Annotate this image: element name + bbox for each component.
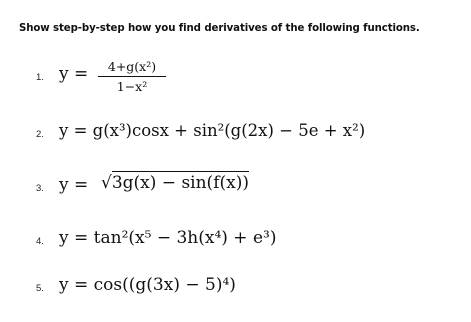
fraction	[94, 59, 170, 94]
problem-expression: y = tan²(x⁵ − 3h(x⁴) + e³)	[59, 228, 277, 248]
problem-number: 2.	[36, 129, 44, 140]
square-root	[101, 173, 249, 193]
problem-number: 4.	[36, 236, 44, 247]
problem-lhs: y =	[59, 175, 89, 195]
fraction-numerator: 4+g(x²)	[107, 59, 157, 74]
problem-expression: y = cos((g(3x) − 5)⁴)	[59, 275, 236, 295]
problem-number: 3.	[36, 183, 44, 194]
problem-lhs: y =	[59, 64, 89, 84]
instruction-heading: Show step-by-step how you find derivatives of the following functions.	[19, 23, 420, 34]
problem-expression: y = g(x³)cosx + sin²(g(2x) − 5e + x²)	[59, 121, 366, 140]
problem-number: 5.	[36, 283, 44, 294]
fraction-denominator: 1−x²	[116, 79, 148, 94]
radicand: 3g(x) − sin(f(x))	[111, 173, 249, 193]
fraction-bar	[98, 76, 166, 77]
radical-sign: √	[101, 173, 112, 193]
problem-number: 1.	[36, 72, 44, 83]
